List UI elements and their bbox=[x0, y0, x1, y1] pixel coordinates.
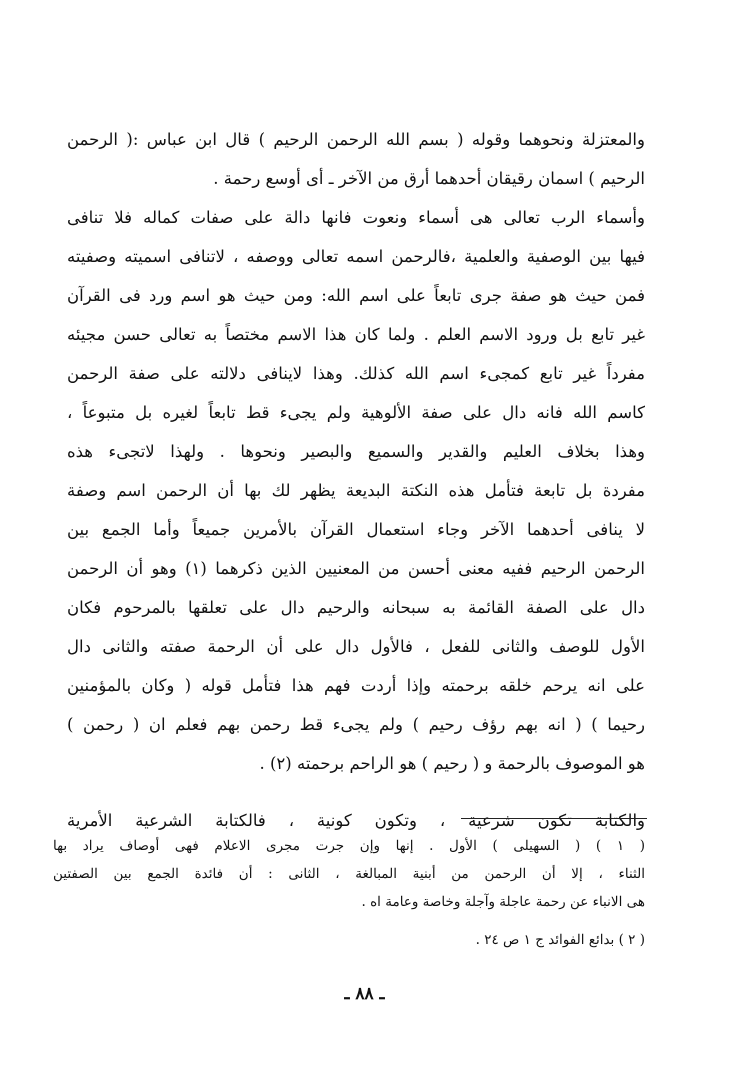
text-line: مفرداً غير تابع كمجىء اسم الله كذلك. وهذا لاينافى دلالته على صفة الرحمن bbox=[67, 364, 645, 383]
paragraph-gap bbox=[67, 783, 645, 801]
footnote-line: ( ٢ ) بدائع الفوائد ج ١ ص ٢٤ . bbox=[475, 932, 645, 948]
text-line: هو الموصوف بالرحمة و ( رحيم ) هو الراحم برحمته (٢) . bbox=[259, 754, 645, 773]
text-line: غير تابع بل ورود الاسم العلم . ولما كان هذا الاسم مختصاً به تعالى حسن مجيئه bbox=[67, 325, 645, 344]
text-line: على انه يرحم خلقه برحمته وإذا أردت فهم هذا فتأمل قوله ( وكان بالمؤمنين bbox=[67, 676, 645, 695]
text-line: دال على الصفة القائمة به سبحانه والرحيم دال على تعلقها بالمرحوم فكان bbox=[67, 598, 645, 617]
text-line: الرحمن الرحيم ففيه معنى أحسن من المعنيين الذين ذكرهما (١) وهو أن الرحمن bbox=[67, 559, 645, 578]
text-line: فمن حيث هو صفة جرى تابعاً على اسم الله: ومن حيث هو اسم ورد فى القرآن bbox=[67, 286, 645, 305]
text-line: مفردة بل تابعة فتأمل هذه النكتة البديعة يظهر لك بها أن الرحمن اسم وصفة bbox=[67, 481, 645, 500]
footnote-line: ( ١ ) ( السهيلى ) الأول . إنها وإن جرت مجرى الاعلام فهى أوصاف يراد بها bbox=[53, 838, 645, 854]
text-line: فيها بين الوصفية والعلمية ،فالرحمن اسمه تعالى ووصفه ، لاتنافى اسميته وصفيته bbox=[67, 247, 645, 266]
footnote-gap bbox=[53, 916, 645, 926]
text-line: رحيما ) ( انه بهم رؤف رحيم ) ولم يجىء قط رحمن بهم فعلم ان ( رحمن ) bbox=[67, 715, 645, 734]
footnotes bbox=[53, 832, 645, 954]
text-line: الأول للوصف والثانى للفعل ، فالأول دال على أن الرحمة صفته والثانى دال bbox=[67, 637, 645, 656]
footnote-separator bbox=[461, 818, 647, 819]
text-line: وهذا بخلاف العليم والقدير والسميع والبصير ونحوها . ولهذا لاتجىء هذه bbox=[67, 442, 645, 461]
text-line: والمعتزلة ونحوهما وقوله ( بسم الله الرحمن الرحيم ) قال ابن عباس :( الرحمن bbox=[67, 130, 645, 149]
footnote-line: الثناء ، إلا أن الرحمن من أبنية المبالغة ، الثانى : أن فائدة الجمع بين الصفتين bbox=[53, 866, 645, 882]
footnote-line: هى الانباء عن رحمة عاجلة وآجلة وخاصة وعامة اه . bbox=[361, 894, 645, 910]
text-line: لا ينافى أحدهما الآخر وجاء استعمال القرآن بالأمرين جميعاً وأما الجمع بين bbox=[67, 520, 645, 539]
text-line-last: والكتابة تكون شرعية ، وتكون كونية ، فالكتابة الشرعية الأمرية bbox=[67, 811, 645, 830]
text-line: وأسماء الرب تعالى هى أسماء ونعوت فانها دالة على صفات كماله فلا تنافى bbox=[67, 208, 645, 227]
text-line: كاسم الله فانه دال على صفة الألوهية ولم يجىء قط تابعاً لغيره بل متبوعاً ، bbox=[67, 403, 645, 422]
main-text bbox=[67, 120, 645, 840]
page-number: ـ ٨٨ ـ bbox=[344, 984, 385, 1004]
text-line: الرحيم ) اسمان رقيقان أحدهما أرق من الآخر ـ أى أوسع رحمة . bbox=[213, 169, 645, 188]
